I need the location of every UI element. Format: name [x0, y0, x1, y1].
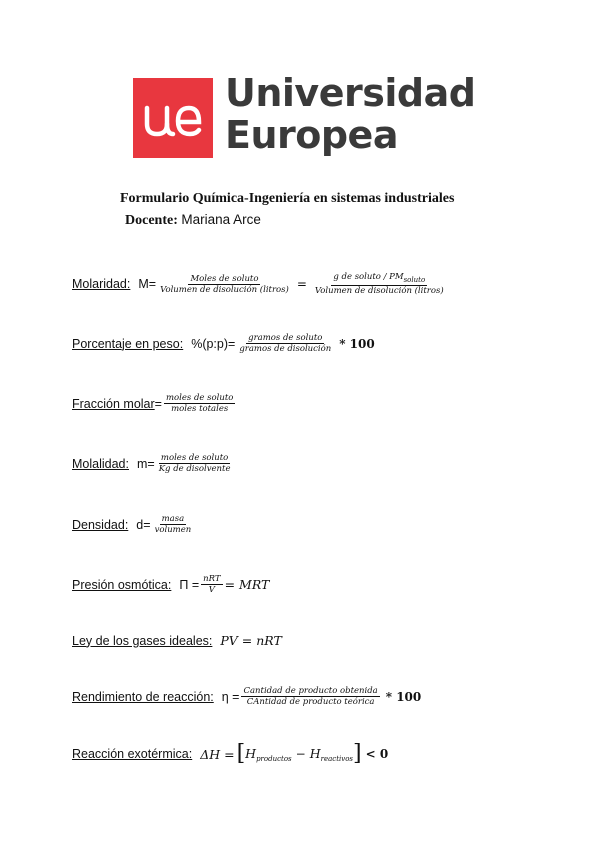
- denominator: moles totales: [171, 404, 229, 414]
- h-reactivos: $H_{reactivos}$: [309, 745, 354, 763]
- formula-rendimiento: [72, 686, 425, 707]
- formula-fraccion-molar: [72, 393, 237, 414]
- numerator: moles de soluto: [165, 393, 234, 403]
- logo-wordmark: [225, 72, 475, 156]
- denominator: gramos de disolución: [239, 344, 332, 354]
- fraction: [237, 333, 333, 354]
- denominator: volumen: [154, 525, 192, 535]
- document-title: Formulario Química-Ingeniería en sistemas industriales: [120, 191, 455, 206]
- fraction: [313, 272, 446, 296]
- formula-lhs: Π =: [179, 577, 200, 592]
- formula-name: Reacción exotérmica:: [72, 747, 193, 761]
- h-productos: $H_{productos}$: [245, 745, 292, 763]
- formula-molalidad: [72, 453, 234, 474]
- minus-sign: −: [295, 747, 306, 761]
- numerator: g de soluto / $PM_{soluto}$: [333, 272, 426, 284]
- formula-lhs: M=: [138, 277, 157, 291]
- denominator: Volumen de disolución (litros): [314, 286, 444, 296]
- formula-lhs: η =: [221, 689, 240, 704]
- formula-name: Molaridad:: [72, 277, 131, 291]
- left-bracket: [: [236, 741, 246, 766]
- formula-gases-ideales: [72, 633, 282, 648]
- formula-tail: < 0: [365, 747, 389, 761]
- fraction: [164, 393, 235, 414]
- formula-lhs: =: [154, 396, 162, 411]
- formula-name: Molalidad:: [72, 456, 129, 471]
- formula-name: Densidad:: [72, 517, 129, 532]
- formula-lhs: m=: [136, 456, 155, 471]
- formula-molaridad: [72, 272, 448, 296]
- formula-densidad: [72, 514, 195, 535]
- ue-glyph-icon: [133, 78, 213, 158]
- formula-name: Rendimiento de reacción:: [72, 689, 214, 704]
- formula-lhs: %(p:p)=: [191, 336, 236, 351]
- numerator: masa: [161, 514, 185, 524]
- ue-logo-mark: [133, 78, 213, 158]
- numerator: Cantidad de producto obtenida: [243, 686, 378, 696]
- formula-lhs: d=: [136, 517, 151, 532]
- formula-name: Ley de los gases ideales:: [72, 633, 213, 648]
- formula-name: Presión osmótica:: [72, 577, 172, 592]
- logo-line-2: Europea: [225, 113, 398, 157]
- fraction: [241, 686, 379, 707]
- logo-line-1: Universidad: [225, 71, 476, 115]
- teacher-label: Docente:: [125, 213, 178, 228]
- denominator: V: [208, 585, 215, 595]
- numerator: gramos de soluto: [248, 333, 323, 343]
- denominator: Volumen de disolución (litros): [160, 284, 289, 295]
- formula-tail: * 100: [339, 336, 375, 351]
- formula-name: Porcentaje en peso:: [72, 336, 184, 351]
- formula-tail: * 100: [385, 689, 422, 704]
- numerator: nRT: [203, 574, 221, 584]
- teacher-line: [125, 212, 261, 229]
- teacher-name: Mariana Arce: [181, 212, 261, 227]
- numerator: Moles de soluto: [190, 273, 259, 284]
- denominator: CAntidad de producto teórica: [246, 697, 375, 707]
- formula-expression: PV = nRT: [220, 633, 282, 648]
- formula-tail: = MRT: [224, 577, 270, 592]
- right-bracket: ]: [353, 741, 362, 766]
- formula-lhs: ΔH =: [200, 746, 235, 762]
- fraction: [153, 514, 194, 535]
- fraction: [201, 574, 222, 595]
- denominator: Kg de disolvente: [158, 464, 231, 474]
- formula-presion-osmotica: [72, 574, 269, 595]
- formula-reaccion-exotermica: [72, 741, 392, 766]
- numerator: moles de soluto: [160, 453, 229, 463]
- formula-porcentaje: [72, 333, 379, 354]
- universidad-europea-logo: [133, 71, 476, 158]
- formula-name: Fracción molar: [72, 396, 155, 411]
- fraction: [157, 453, 233, 474]
- fraction: [158, 274, 291, 295]
- equals-sign: =: [296, 277, 307, 291]
